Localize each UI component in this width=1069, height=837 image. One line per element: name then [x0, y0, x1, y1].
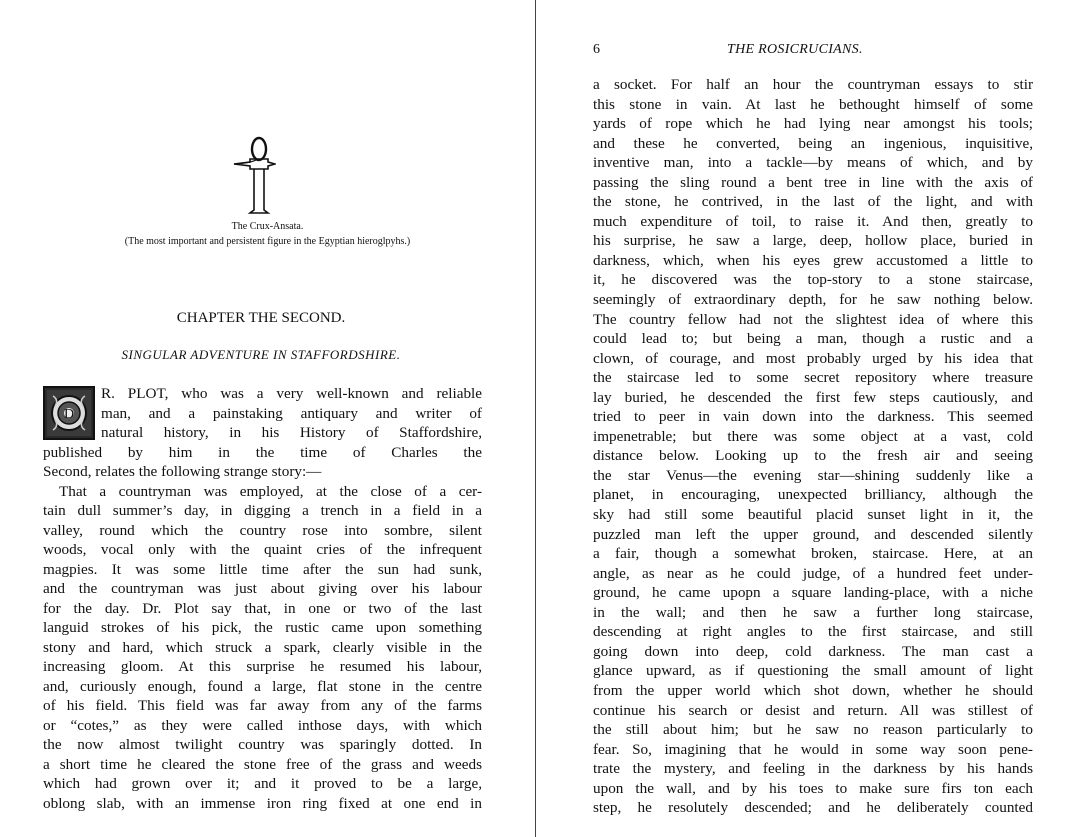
- ornamental-dropcap-icon: [45, 388, 93, 438]
- text-line: trate the mystery, and feeling in the darkness by his hands: [593, 760, 1033, 778]
- text-line: a fair, though a somewhat broken, staircase. Here, at an: [593, 545, 1033, 563]
- dropcap-d: [43, 386, 95, 440]
- text-line: or “cotes,” as they were called inthose days, with which: [43, 716, 482, 734]
- running-head: THE ROSICRUCIANS.: [727, 42, 863, 57]
- text-line: lay buried, he descended the first few steps cautiously, and: [593, 388, 1033, 406]
- text-line: oblong slab, with an immense iron ring fixed at one end in: [43, 794, 482, 812]
- chapter-heading: CHAPTER THE SECOND.: [176, 310, 346, 326]
- crux-ansata-icon: [232, 136, 276, 214]
- text-line: from the upper world which shot down, whether he should: [593, 681, 1033, 699]
- text-line: step, he resolutely descended; and he deliberately counted: [593, 799, 1033, 817]
- text-line: puzzled man left the upper ground, and descended silently: [593, 525, 1033, 543]
- text-line: impenetrable; but there was some object at a vast, cold: [593, 427, 1033, 445]
- text-line: valley, round which the country rose into sombre, silent: [43, 521, 482, 539]
- text-line: inventive man, into a tackle—by means of which, and by: [593, 154, 1033, 172]
- text-line: going down into deep, cold darkness. The man cast a: [593, 642, 1033, 660]
- text-line: stony and hard, which struck a spark, clearly visible in the: [43, 638, 482, 656]
- text-line: distance below. Looking up to the fresh air and seeing: [593, 447, 1033, 465]
- figure-caption-note: (The most important and persistent figure in the Egyptian hieroglpyhs.): [124, 236, 411, 247]
- text-line: natural history, in his History of Staffordshire,: [101, 424, 482, 441]
- page-number: 6: [593, 42, 600, 57]
- text-line: tain dull summer’s day, in digging a trench in a field in a: [43, 502, 482, 519]
- text-line: descending at right angles to the first staircase, and still: [593, 623, 1033, 641]
- text-line: and the countryman was just about giving over his labour: [43, 580, 482, 597]
- text-line: the star Venus—the evening star—shining suddenly like a: [593, 466, 1033, 484]
- text-line: That a countryman was employed, at the close of a cer-: [59, 482, 482, 500]
- text-line: published by him in the time of Charles the: [43, 443, 482, 461]
- text-line: seemingly of extraordinary depth, for he saw nothing below.: [593, 291, 1033, 309]
- text-line: Second, relates the following strange story:—: [43, 463, 322, 480]
- text-line: increasing gloom. At this surprise he resumed his labour,: [43, 658, 482, 675]
- text-line: sky had still some beautiful placid sunset light in it, the: [593, 506, 1033, 524]
- text-line: fear. So, imagining that he would in some way soon pene-: [593, 740, 1033, 758]
- text-line: R. PLOT, who was a very well-known and reliable: [101, 385, 482, 402]
- text-line: planet, in encouraging, unexpected brilliancy, although the: [593, 486, 1033, 504]
- text-line: which had grown over it; and it proved to be a large,: [43, 775, 482, 792]
- text-line: man, and a painstaking antiquary and writer of: [101, 404, 482, 422]
- text-line: magpies. It was some little time after the sun had sunk,: [43, 560, 482, 578]
- text-line: a socket. For half an hour the countryman essays to stir: [593, 76, 1033, 93]
- text-line: languid strokes of his pick, the rustic came upon something: [43, 619, 482, 636]
- text-line: a short time he cleared the stone free of the grass and weeds: [43, 755, 482, 773]
- text-line: of his field. This field was far away from any of the farms: [43, 697, 482, 714]
- page-gutter: [535, 0, 536, 837]
- svg-text:D: D: [63, 407, 75, 422]
- text-line: and, curiously enough, found a large, flat stone in the centre: [43, 677, 482, 695]
- text-line: could lead to; but being a man, though a rustic and a: [593, 330, 1033, 348]
- text-line: upon the wall, and by his toes to make sure firs ton each: [593, 779, 1033, 797]
- left-body-text: [43, 384, 482, 813]
- right-body-text: [593, 75, 1033, 818]
- figure-caption-title: The Crux-Ansata.: [231, 221, 304, 232]
- text-line: clown, of courage, and most probably urged by his idea that: [593, 349, 1033, 367]
- text-line: for the day. Dr. Plot say that, in one or two of the last: [43, 599, 482, 617]
- text-line: it, he discovered was the top-story to a stone staircase,: [593, 271, 1033, 289]
- text-line: passing the sling round a bent tree in line with the axis of: [593, 173, 1033, 191]
- text-line: in the wall; and then he saw a further long staircase,: [593, 603, 1033, 621]
- text-line: this stone in vain. At last he bethought himself of some: [593, 95, 1033, 113]
- chapter-subtitle: SINGULAR ADVENTURE IN STAFFORDSHIRE.: [121, 347, 401, 362]
- text-line: the stone, he contrived, in the last of the light, and with: [593, 193, 1033, 211]
- text-line: much expenditure of toil, to raise it. And then, greatly to: [593, 212, 1033, 230]
- text-line: yards of rope which he had lying near amongst his tools;: [593, 115, 1033, 133]
- text-line: tried to peer in vain down into the darkness. This seemed: [593, 408, 1033, 426]
- text-line: the now almost twilight country was sparingly dotted. In: [43, 736, 482, 753]
- text-line: his surprise, he saw a large, deep, hollow place, buried in: [593, 232, 1033, 250]
- text-line: woods, vocal only with the quaint cries of the infrequent: [43, 541, 482, 558]
- text-line: ground, he came upopn a square landing-place, with a niche: [593, 584, 1033, 602]
- text-line: the staircase led to some secret repository where treasure: [593, 369, 1033, 387]
- text-line: glance upward, as if questioning the small amount of light: [593, 662, 1033, 680]
- text-line: angle, as near as he could judge, of a hundred feet under-: [593, 564, 1033, 582]
- text-line: the still about him; but he saw no reason particularly to: [593, 721, 1033, 739]
- text-line: The country fellow had not the slightest idea of where this: [593, 310, 1033, 328]
- text-line: darkness, which, when his eyes grew accustomed a little to: [593, 251, 1033, 269]
- text-line: and these he converted, being an ingenious, inquisitive,: [593, 134, 1033, 152]
- text-line: continue his search or desist and return. All was stillest of: [593, 701, 1033, 719]
